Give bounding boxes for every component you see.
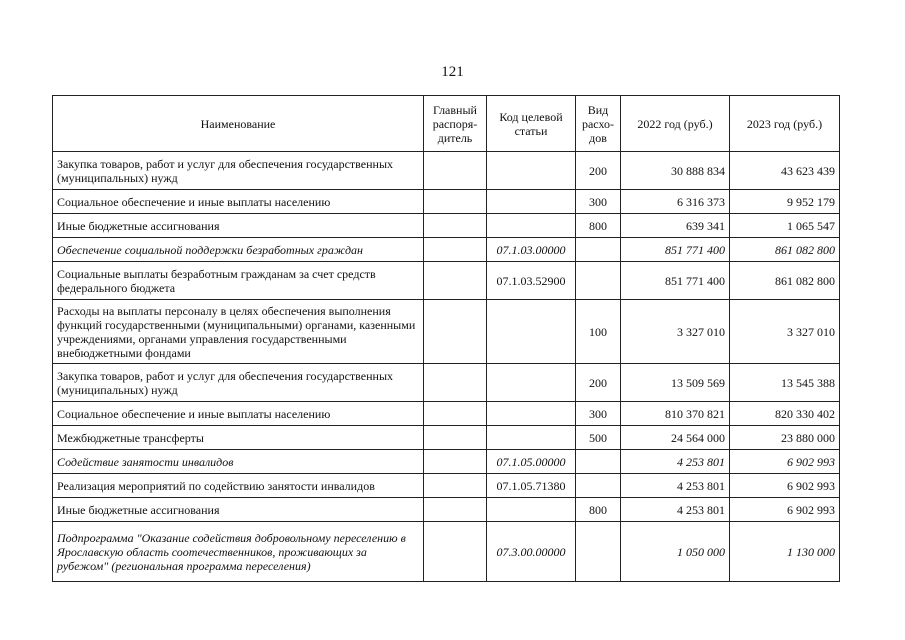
cell-2022: 4 253 801: [621, 450, 730, 474]
cell-type: 300: [576, 402, 621, 426]
cell-admin: [424, 498, 487, 522]
table-header-row: [53, 96, 840, 152]
cell-name: Закупка товаров, работ и услуг для обеспечения государственных (муниципальных) нужд: [53, 364, 424, 402]
cell-type: 500: [576, 426, 621, 450]
cell-code: 07.1.03.00000: [487, 238, 576, 262]
cell-name: Содействие занятости инвалидов: [53, 450, 424, 474]
table-row: [53, 402, 840, 426]
cell-2022: 851 771 400: [621, 238, 730, 262]
page-number: 121: [441, 64, 464, 80]
cell-code: [487, 498, 576, 522]
cell-2023: 23 880 000: [730, 426, 840, 450]
header-name: Наименование: [53, 96, 424, 152]
cell-name: Закупка товаров, работ и услуг для обеспечения государственных (муниципальных) нужд: [53, 152, 424, 190]
cell-2022: 3 327 010: [621, 300, 730, 364]
header-code: Код целевой статьи: [487, 96, 576, 152]
table-row: [53, 152, 840, 190]
cell-name: Реализация мероприятий по содействию занятости инвалидов: [53, 474, 424, 498]
cell-admin: [424, 364, 487, 402]
cell-2022: 851 771 400: [621, 262, 730, 300]
cell-type: 200: [576, 364, 621, 402]
table-row: [53, 498, 840, 522]
cell-2023: 43 623 439: [730, 152, 840, 190]
header-2023: 2023 год (руб.): [730, 96, 840, 152]
cell-type: 800: [576, 214, 621, 238]
cell-2023: 861 082 800: [730, 262, 840, 300]
cell-type: 300: [576, 190, 621, 214]
cell-type: 100: [576, 300, 621, 364]
table-row: [53, 522, 840, 582]
cell-admin: [424, 238, 487, 262]
cell-2022: 810 370 821: [621, 402, 730, 426]
cell-code: [487, 214, 576, 238]
cell-2022: 30 888 834: [621, 152, 730, 190]
cell-code: [487, 300, 576, 364]
cell-name: Межбюджетные трансферты: [53, 426, 424, 450]
table-row: [53, 214, 840, 238]
cell-2023: 1 065 547: [730, 214, 840, 238]
budget-table: [52, 95, 840, 582]
cell-code: [487, 190, 576, 214]
cell-admin: [424, 300, 487, 364]
table-row: [53, 238, 840, 262]
cell-2023: 6 902 993: [730, 450, 840, 474]
cell-2023: 1 130 000: [730, 522, 840, 582]
cell-type: 800: [576, 498, 621, 522]
cell-code: 07.1.05.00000: [487, 450, 576, 474]
cell-code: 07.1.05.71380: [487, 474, 576, 498]
table-row: [53, 426, 840, 450]
cell-name: Социальное обеспечение и иные выплаты населению: [53, 190, 424, 214]
cell-name: Иные бюджетные ассигнования: [53, 498, 424, 522]
cell-type: [576, 522, 621, 582]
cell-2022: 4 253 801: [621, 474, 730, 498]
cell-admin: [424, 214, 487, 238]
cell-2023: 3 327 010: [730, 300, 840, 364]
cell-name: Подпрограмма "Оказание содействия добровольному переселению в Ярославскую область соотечественников, проживающих за рубежом" (региональная программа переселения): [53, 522, 424, 582]
table-row: [53, 364, 840, 402]
cell-type: [576, 474, 621, 498]
header-2022: 2022 год (руб.): [621, 96, 730, 152]
table-row: [53, 450, 840, 474]
table-row: [53, 262, 840, 300]
cell-2023: 6 902 993: [730, 474, 840, 498]
cell-name: Обеспечение социальной поддержки безработных граждан: [53, 238, 424, 262]
cell-2022: 639 341: [621, 214, 730, 238]
cell-name: Социальные выплаты безработным гражданам за счет средств федерального бюджета: [53, 262, 424, 300]
cell-code: [487, 402, 576, 426]
cell-type: [576, 238, 621, 262]
cell-admin: [424, 426, 487, 450]
table-row: [53, 300, 840, 364]
table-row: [53, 190, 840, 214]
cell-name: Социальное обеспечение и иные выплаты населению: [53, 402, 424, 426]
cell-2022: 24 564 000: [621, 426, 730, 450]
cell-code: [487, 426, 576, 450]
cell-2022: 13 509 569: [621, 364, 730, 402]
cell-admin: [424, 450, 487, 474]
cell-2022: 4 253 801: [621, 498, 730, 522]
cell-admin: [424, 402, 487, 426]
cell-code: 07.1.03.52900: [487, 262, 576, 300]
cell-2022: 1 050 000: [621, 522, 730, 582]
cell-code: 07.3.00.00000: [487, 522, 576, 582]
cell-admin: [424, 474, 487, 498]
cell-2023: 6 902 993: [730, 498, 840, 522]
header-admin: Главный распоря-дитель: [424, 96, 487, 152]
cell-type: 200: [576, 152, 621, 190]
cell-code: [487, 152, 576, 190]
cell-name: Иные бюджетные ассигнования: [53, 214, 424, 238]
cell-type: [576, 262, 621, 300]
cell-2023: 861 082 800: [730, 238, 840, 262]
cell-code: [487, 364, 576, 402]
cell-admin: [424, 262, 487, 300]
cell-2022: 6 316 373: [621, 190, 730, 214]
cell-name: Расходы на выплаты персоналу в целях обеспечения выполнения функций государственными (муниципальными) органами, казенными учреждениями, органами управления государственными внебюджетными фондами: [53, 300, 424, 364]
cell-admin: [424, 190, 487, 214]
cell-type: [576, 450, 621, 474]
cell-admin: [424, 152, 487, 190]
cell-2023: 820 330 402: [730, 402, 840, 426]
table-row: [53, 474, 840, 498]
header-type: Вид расхо-дов: [576, 96, 621, 152]
cell-2023: 13 545 388: [730, 364, 840, 402]
cell-admin: [424, 522, 487, 582]
cell-2023: 9 952 179: [730, 190, 840, 214]
